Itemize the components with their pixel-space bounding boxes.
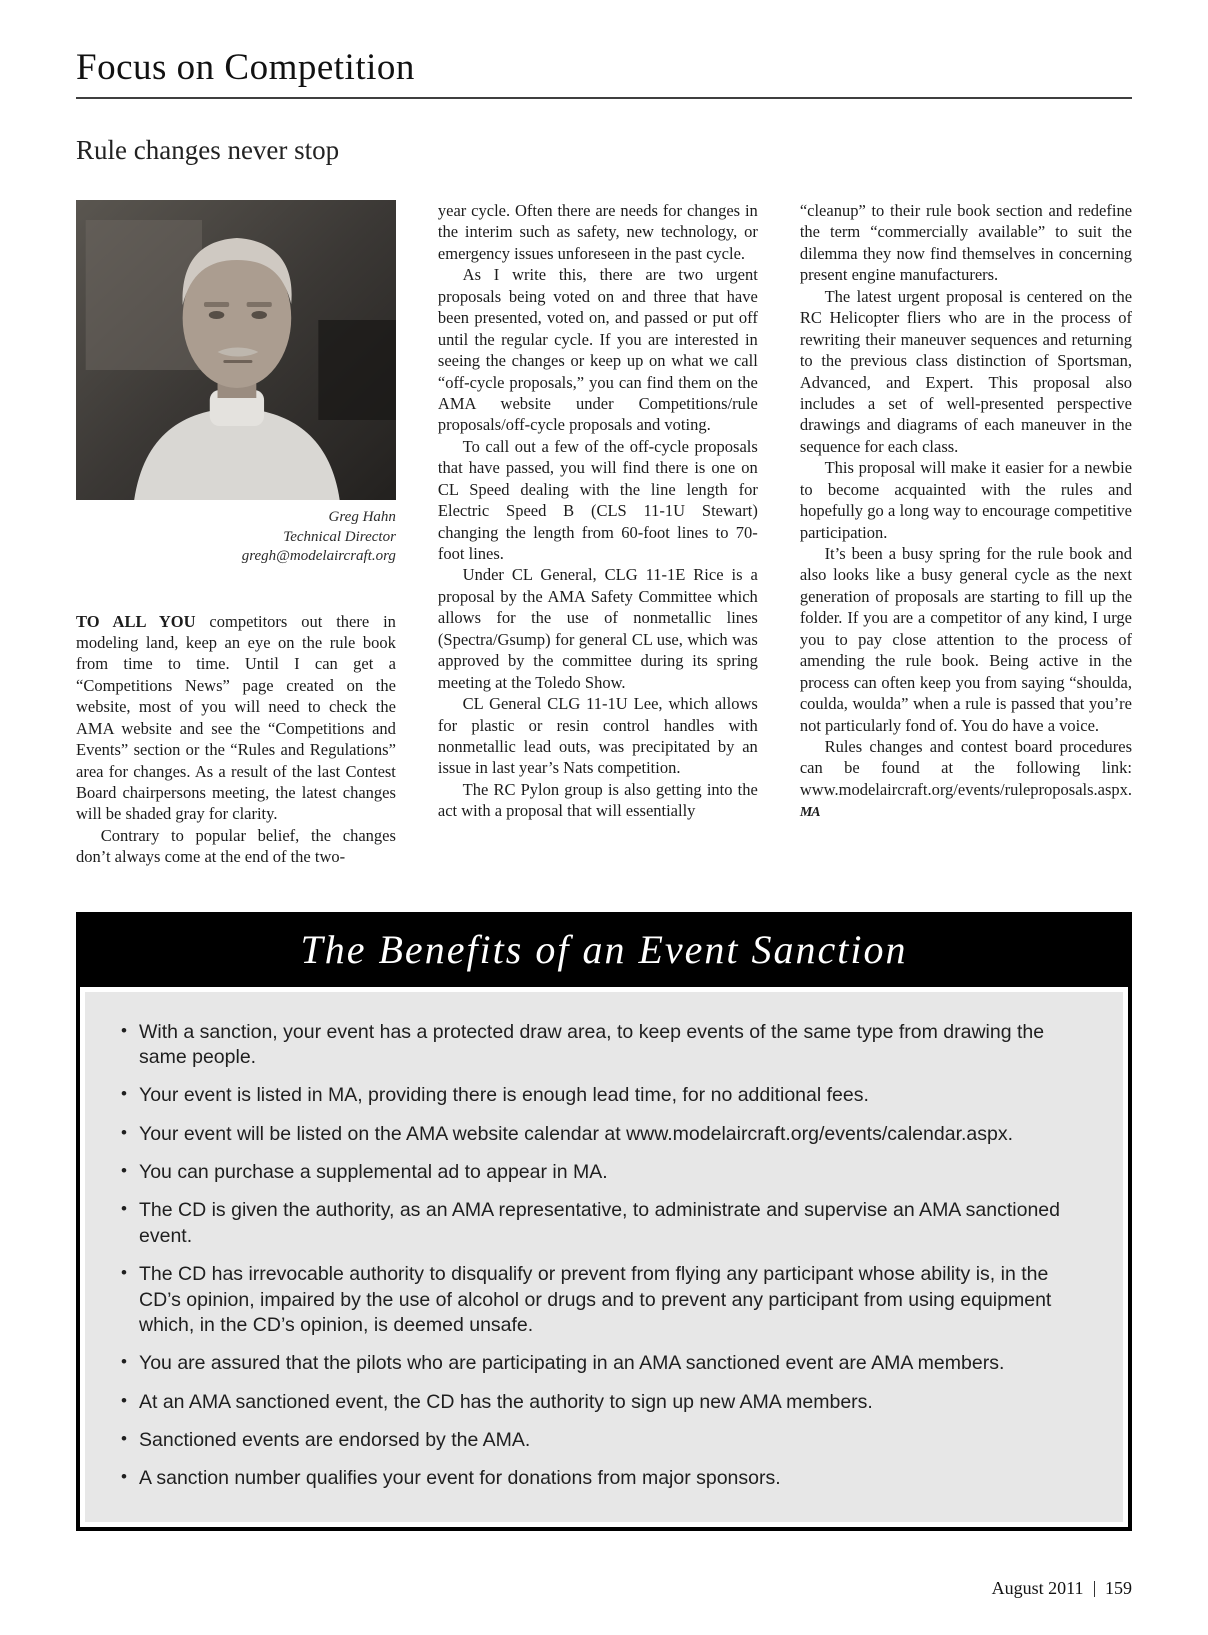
article-paragraph: year cycle. Often there are needs for changes in the interim such as safety, new technology, or emergency issues unforeseen in the past cycle.	[437, 201, 758, 263]
portrait-illustration	[76, 200, 396, 500]
article-paragraph: As I write this, there are two urgent proposals being voted on and three that have been presented, voted on, and passed or put off until the regular cycle. If you are interested in seeing the changes or keep up on what we call “off-cycle proposals,” you can find them on the AMA website under Competitions/rule proposals/off-cycle proposals and voting.	[437, 265, 758, 435]
ma-logo: MA	[799, 805, 820, 821]
sanction-box-header	[80, 916, 1128, 987]
sanction-bullet	[119, 1466, 1093, 1491]
bullet-icon: •	[121, 1467, 127, 1487]
footer-divider	[1094, 1581, 1096, 1597]
article-paragraph: This proposal will make it easier for a newbie to become acquainted with the rules and hopefully go a long way to encourage competitive participation.	[799, 458, 1133, 542]
lead-in: TO ALL YOU	[76, 611, 196, 631]
article-paragraph	[800, 736, 1132, 823]
article-column-2	[438, 200, 758, 868]
caption-email: gregh@modelaircraft.org	[241, 548, 396, 564]
sanction-bullet	[119, 1262, 1093, 1338]
sanction-bullet	[119, 1351, 1093, 1376]
bullet-icon: •	[121, 1428, 127, 1448]
bullet-icon: •	[121, 1084, 127, 1104]
sanction-bullet	[119, 1122, 1093, 1147]
article-paragraph: CL General CLG 11-1U Lee, which allows for plastic or resin control handles with nonmetallic lead outs, was precipitated by an issue in last year’s Nats competition.	[437, 694, 758, 778]
section-title: Focus on Competition	[76, 47, 415, 88]
caption-name: Greg Hahn	[328, 509, 396, 525]
bullet-icon: •	[121, 1352, 127, 1372]
article-paragraph: Under CL General, CLG 11-1E Rice is a proposal by the AMA Safety Committee which allows for the use of nonmetallic lines (Spectra/Gsump) for general CL use, which was approved by the committee during its spring meeting at the Toledo Show.	[437, 565, 758, 692]
sanction-bullet	[119, 1198, 1093, 1249]
caption-title: Technical Director	[283, 528, 396, 545]
article-body-col1	[76, 611, 396, 868]
bullet-icon: •	[121, 1122, 127, 1142]
bullet-text: At an AMA sanctioned event, the CD has the authority to sign up new AMA members.	[139, 1390, 873, 1413]
bullet-text: Sanctioned events are endorsed by the AMA.	[139, 1428, 531, 1451]
article-paragraph: Contrary to popular belief, the changes don’t always come at the end of the two-	[76, 825, 396, 867]
bullet-text: With a sanction, your event has a protected draw area, to keep events of the same type from drawing the same people.	[139, 1020, 1045, 1069]
article-paragraph: It’s been a busy spring for the rule book and also looks like a busy general cycle as the next generation of proposals are starting to fill up the folder. If you are a competitor of any kind, I urge you to pay close attention to the process of amending the rule book. Being active in the process can often keep you from saying “shoulda, coulda, woulda” when a rule is passed that you’re not particularly fond of. You do have a voice.	[799, 544, 1133, 735]
article-column-3	[800, 200, 1132, 868]
greg-hahn-photo	[76, 200, 396, 500]
article-paragraph	[76, 611, 396, 825]
bullet-icon: •	[121, 1390, 127, 1410]
sanction-bullet	[119, 1390, 1093, 1415]
bullet-icon: •	[121, 1020, 127, 1040]
article-paragraph: The latest urgent proposal is centered on the RC Helicopter fliers who are in the process of rewriting their maneuver sequences and returning to the previous class distinction of Sportsman, Advanced, and Expert. This proposal also includes a set of well-presented perspective drawings and diagrams of each maneuver in the sequence for each class.	[799, 286, 1133, 456]
article-columns	[76, 200, 1132, 868]
sanction-bullet	[119, 1020, 1093, 1071]
bullet-text: You are assured that the pilots who are participating in an AMA sanctioned event are AMA members.	[139, 1352, 1005, 1375]
sanction-bullet	[119, 1160, 1093, 1185]
paragraph-text: competitors out there in modeling land, keep an eye on the rule book from time to time. Until I can get a “Competitions News” page created on the website, most of you will need to check the AMA website and see the “Competitions and Events” section or the “Rules and Regulations” area for changes. As a result of the last Contest Board chairpersons meeting, the latest changes will be shaded gray for clarity.	[76, 611, 396, 824]
page-footer	[76, 1578, 1132, 1599]
bullet-text: The CD has irrevocable authority to disqualify or prevent from flying any participant whose ability is, in the CD’s opinion, impaired by the use of alcohol or drugs and to prevent any participant from using equipment which, in the CD’s opinion, is deemed unsafe.	[139, 1263, 1052, 1336]
footer-page-number: 159	[1105, 1578, 1132, 1598]
bullet-text: The CD is given the authority, as an AMA representative, to administrate and supervise an AMA sanctioned event.	[139, 1199, 1060, 1247]
event-sanction-box	[76, 912, 1132, 1531]
sanction-box-title: The Benefits of an Event Sanction	[300, 926, 908, 972]
photo-caption	[76, 508, 396, 567]
paragraph-text: Rules changes and contest board procedures can be found at the following link: www.modelaircraft.org/events/ruleproposals.aspx.	[799, 736, 1133, 799]
masthead	[76, 46, 1132, 99]
footer-date: August 2011	[991, 1578, 1084, 1598]
bullet-icon: •	[121, 1161, 127, 1181]
article-paragraph: The RC Pylon group is also getting into the act with a proposal that will essentially	[437, 779, 758, 821]
sanction-box-body	[85, 992, 1123, 1522]
article-paragraph: To call out a few of the off-cycle proposals that have passed, you will find there is one on CL Speed dealing with the line length for Electric Speed B (CLS 11-1U Stewart) changing the length from 60-foot lines to 70-foot lines.	[437, 436, 758, 563]
bullet-icon: •	[121, 1199, 127, 1219]
bullet-text: Your event will be listed on the AMA website calendar at www.modelaircraft.org/events/calendar.aspx.	[139, 1122, 1014, 1145]
sanction-bullet	[119, 1083, 1093, 1108]
bullet-icon: •	[121, 1263, 127, 1283]
bullet-text: You can purchase a supplemental ad to appear in MA.	[139, 1161, 608, 1184]
article-column-1	[76, 200, 396, 868]
sanction-bullet	[119, 1428, 1093, 1453]
article-paragraph: “cleanup” to their rule book section and redefine the term “commercially available” to suit the dilemma they now find themselves in concerning present engine manufacturers.	[799, 201, 1133, 285]
bullet-text: Your event is listed in MA, providing there is enough lead time, for no additional fees.	[139, 1084, 869, 1107]
bullet-text: A sanction number qualifies your event for donations from major sponsors.	[139, 1467, 781, 1490]
article-title: Rule changes never stop	[76, 135, 340, 165]
